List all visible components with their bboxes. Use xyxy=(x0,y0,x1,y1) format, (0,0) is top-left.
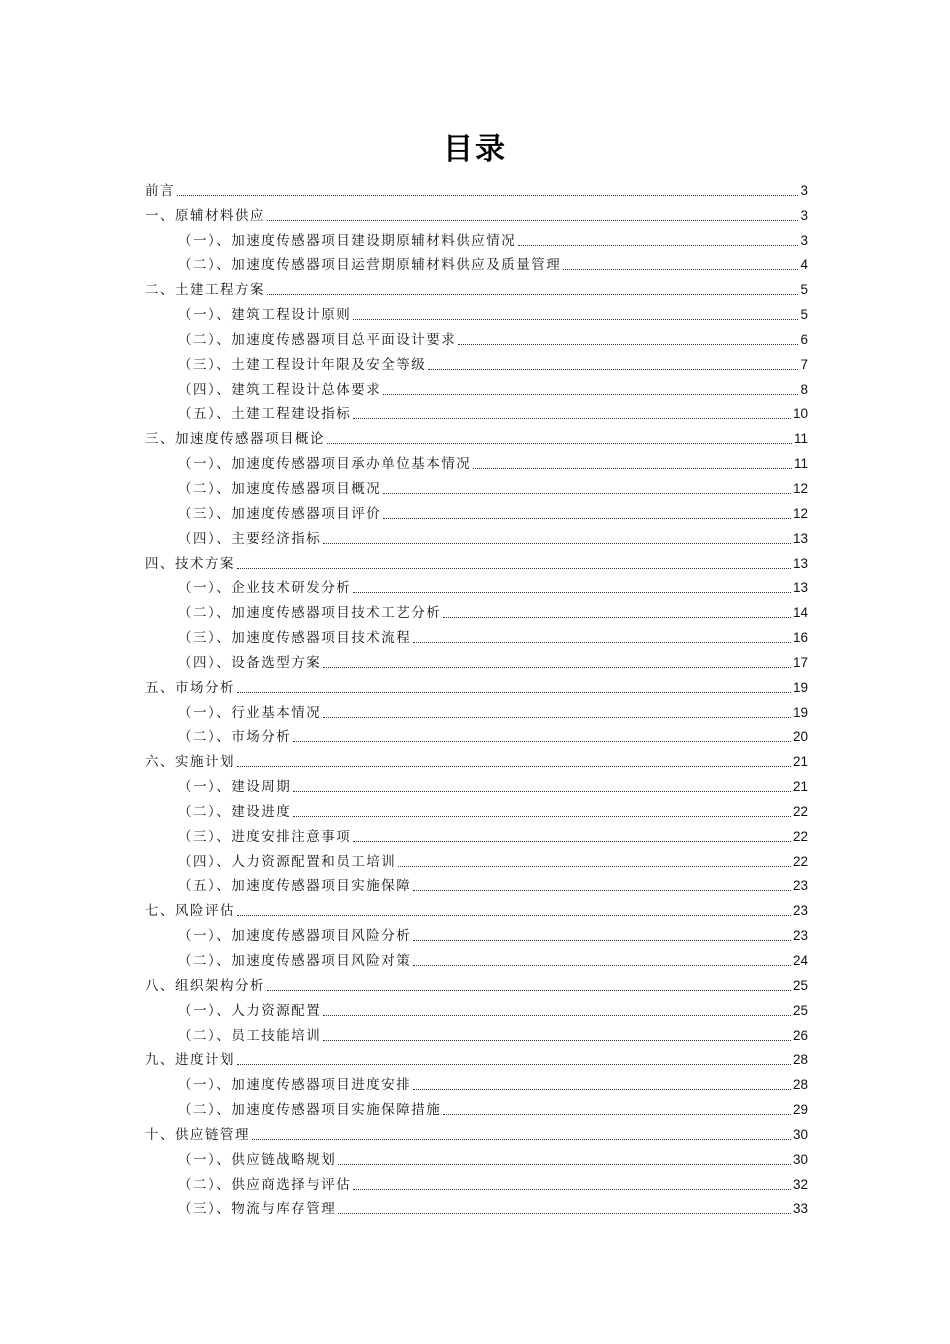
toc-section-entry[interactable] xyxy=(145,647,808,672)
toc-section-entry[interactable] xyxy=(145,1169,808,1194)
toc-chapter-entry[interactable] xyxy=(145,746,808,771)
toc-page-number: 3 xyxy=(800,207,808,223)
toc-dot-leader xyxy=(413,940,791,941)
toc-page-number: 5 xyxy=(800,282,808,298)
toc-dot-leader xyxy=(353,592,791,593)
toc-section-entry[interactable] xyxy=(145,374,808,399)
toc-chapter-entry[interactable] xyxy=(145,548,808,573)
toc-dot-leader xyxy=(413,642,791,643)
toc-dot-leader xyxy=(323,717,791,718)
toc-page-number: 23 xyxy=(792,878,808,894)
toc-dot-leader xyxy=(237,766,791,767)
toc-entry-title: （二）、加速度传感器项目总平面设计要求 xyxy=(178,331,457,348)
toc-section-entry[interactable] xyxy=(145,573,808,598)
toc-dot-leader xyxy=(323,543,791,544)
toc-dot-leader xyxy=(293,791,791,792)
toc-page-number: 13 xyxy=(792,530,808,546)
toc-page-number: 8 xyxy=(800,381,808,397)
toc-dot-leader xyxy=(267,294,798,295)
toc-section-entry[interactable] xyxy=(145,1069,808,1094)
toc-dot-leader xyxy=(383,493,791,494)
toc-entry-title: 二、土建工程方案 xyxy=(145,282,265,299)
toc-chapter-entry[interactable] xyxy=(145,1045,808,1070)
toc-dot-leader xyxy=(237,915,791,916)
toc-entry-title: （三）、加速度传感器项目技术流程 xyxy=(178,630,412,647)
toc-dot-leader xyxy=(267,990,791,991)
toc-entry-title: 五、市场分析 xyxy=(145,679,235,696)
toc-entry-title: （二）、加速度传感器项目技术工艺分析 xyxy=(178,605,442,622)
toc-dot-leader xyxy=(353,841,791,842)
toc-dot-leader xyxy=(237,692,791,693)
toc-section-entry[interactable] xyxy=(145,349,808,374)
toc-section-entry[interactable] xyxy=(145,498,808,523)
toc-page-number: 19 xyxy=(792,704,808,720)
toc-page-number: 30 xyxy=(792,1151,808,1167)
toc-section-entry[interactable] xyxy=(145,299,808,324)
toc-entry-title: （一）、建设周期 xyxy=(178,779,292,796)
toc-dot-leader xyxy=(398,866,791,867)
toc-section-entry[interactable] xyxy=(145,523,808,548)
toc-page-number: 22 xyxy=(792,853,808,869)
toc-dot-leader xyxy=(323,667,791,668)
toc-page-number: 7 xyxy=(800,356,808,372)
toc-dot-leader xyxy=(458,344,798,345)
toc-page-number: 17 xyxy=(792,654,808,670)
toc-section-entry[interactable] xyxy=(145,945,808,970)
toc-section-entry[interactable] xyxy=(145,1094,808,1119)
toc-entry-title: （三）、物流与库存管理 xyxy=(178,1201,337,1218)
toc-page-number: 30 xyxy=(792,1126,808,1142)
toc-page-number: 16 xyxy=(792,630,808,646)
toc-chapter-entry[interactable] xyxy=(145,175,808,200)
toc-page-number: 12 xyxy=(792,505,808,521)
toc-page-number: 4 xyxy=(800,257,808,273)
toc-chapter-entry[interactable] xyxy=(145,672,808,697)
toc-section-entry[interactable] xyxy=(145,796,808,821)
toc-dot-leader xyxy=(413,965,791,966)
toc-dot-leader xyxy=(353,319,798,320)
toc-entry-title: 四、技术方案 xyxy=(145,555,235,572)
toc-section-entry[interactable] xyxy=(145,1144,808,1169)
toc-dot-leader xyxy=(563,269,798,270)
toc-entry-title: （一）、行业基本情况 xyxy=(178,704,322,721)
toc-page-number: 6 xyxy=(800,331,808,347)
toc-page-number: 25 xyxy=(792,977,808,993)
toc-dot-leader xyxy=(353,1189,791,1190)
toc-section-entry[interactable] xyxy=(145,920,808,945)
toc-page-number: 25 xyxy=(792,1002,808,1018)
toc-dot-leader xyxy=(323,1040,791,1041)
toc-chapter-entry[interactable] xyxy=(145,895,808,920)
toc-dot-leader xyxy=(383,518,791,519)
toc-dot-leader xyxy=(177,195,798,196)
toc-entry-title: （二）、供应商选择与评估 xyxy=(178,1176,352,1193)
toc-entry-title: 前言 xyxy=(145,182,175,199)
toc-page-number: 13 xyxy=(792,580,808,596)
toc-dot-leader xyxy=(413,1089,791,1090)
toc-dot-leader xyxy=(443,617,791,618)
toc-entry-title: （一）、供应链战略规划 xyxy=(178,1151,337,1168)
toc-entry-title: （四）、设备选型方案 xyxy=(178,654,322,671)
toc-page-number: 23 xyxy=(792,928,808,944)
toc-page-number: 29 xyxy=(792,1102,808,1118)
toc-page-number: 21 xyxy=(792,754,808,770)
toc-page-number: 10 xyxy=(792,406,808,422)
toc-page-number: 32 xyxy=(792,1176,808,1192)
toc-page-number: 19 xyxy=(792,679,808,695)
toc-entry-title: （一）、加速度传感器项目进度安排 xyxy=(178,1077,412,1094)
toc-entry-title: 十、供应链管理 xyxy=(145,1126,250,1143)
toc-section-entry[interactable] xyxy=(145,1020,808,1045)
toc-page-number: 3 xyxy=(800,182,808,198)
toc-entry-title: （四）、建筑工程设计总体要求 xyxy=(178,381,382,398)
toc-entry-title: （一）、加速度传感器项目建设期原辅材料供应情况 xyxy=(178,232,517,249)
toc-entry-title: （二）、员工技能培训 xyxy=(178,1027,322,1044)
toc-page-number: 26 xyxy=(792,1027,808,1043)
toc-section-entry[interactable] xyxy=(145,722,808,747)
toc-dot-leader xyxy=(252,1139,791,1140)
toc-page-number: 22 xyxy=(792,828,808,844)
toc-page-number: 13 xyxy=(792,555,808,571)
toc-dot-leader xyxy=(518,245,798,246)
toc-entry-title: （四）、人力资源配置和员工培训 xyxy=(178,853,397,870)
toc-entry-title: （二）、建设进度 xyxy=(178,803,292,820)
table-of-contents xyxy=(145,175,808,1218)
toc-entry-title: 九、进度计划 xyxy=(145,1052,235,1069)
toc-entry-title: 一、原辅材料供应 xyxy=(145,207,265,224)
toc-page-number: 33 xyxy=(792,1201,808,1217)
toc-dot-leader xyxy=(237,568,791,569)
toc-chapter-entry[interactable] xyxy=(145,200,808,225)
toc-dot-leader xyxy=(338,1213,791,1214)
toc-chapter-entry[interactable] xyxy=(145,274,808,299)
toc-entry-title: 七、风险评估 xyxy=(145,903,235,920)
toc-entry-title: （一）、人力资源配置 xyxy=(178,1002,322,1019)
toc-page-number: 28 xyxy=(792,1052,808,1068)
toc-entry-title: （一）、加速度传感器项目风险分析 xyxy=(178,928,412,945)
toc-page-number: 22 xyxy=(792,803,808,819)
toc-page-number: 23 xyxy=(792,903,808,919)
toc-entry-title: 八、组织架构分析 xyxy=(145,977,265,994)
toc-section-entry[interactable] xyxy=(145,697,808,722)
toc-section-entry[interactable] xyxy=(145,399,808,424)
toc-page-number: 3 xyxy=(800,232,808,248)
toc-section-entry[interactable] xyxy=(145,1194,808,1219)
toc-entry-title: （一）、建筑工程设计原则 xyxy=(178,307,352,324)
toc-entry-title: 六、实施计划 xyxy=(145,754,235,771)
toc-chapter-entry[interactable] xyxy=(145,423,808,448)
toc-dot-leader xyxy=(473,468,792,469)
toc-page-number: 11 xyxy=(793,456,808,472)
toc-section-entry[interactable] xyxy=(145,771,808,796)
toc-entry-title: （三）、进度安排注意事项 xyxy=(178,828,352,845)
toc-section-entry[interactable] xyxy=(145,448,808,473)
toc-dot-leader xyxy=(383,394,798,395)
toc-dot-leader xyxy=(293,816,791,817)
toc-chapter-entry[interactable] xyxy=(145,1119,808,1144)
toc-dot-leader xyxy=(293,741,791,742)
toc-section-entry[interactable] xyxy=(145,597,808,622)
toc-entry-title: （二）、加速度传感器项目风险对策 xyxy=(178,953,412,969)
toc-page-number: 11 xyxy=(793,431,808,447)
toc-entry-title: （一）、加速度传感器项目承办单位基本情况 xyxy=(178,456,472,473)
toc-entry-title: （三）、土建工程设计年限及安全等级 xyxy=(178,356,427,373)
toc-entry-title: （二）、市场分析 xyxy=(178,729,292,746)
toc-section-entry[interactable] xyxy=(145,622,808,647)
toc-section-entry[interactable] xyxy=(145,846,808,871)
toc-dot-leader xyxy=(338,1164,791,1165)
toc-section-entry[interactable] xyxy=(145,995,808,1020)
toc-section-entry[interactable] xyxy=(145,871,808,896)
toc-page-number: 14 xyxy=(792,605,808,621)
toc-page-number: 5 xyxy=(800,307,808,323)
toc-section-entry[interactable] xyxy=(145,324,808,349)
toc-dot-leader xyxy=(267,220,798,221)
toc-dot-leader xyxy=(413,890,791,891)
toc-entry-title: （五）、加速度传感器项目实施保障 xyxy=(178,878,412,895)
toc-chapter-entry[interactable] xyxy=(145,970,808,995)
toc-dot-leader xyxy=(443,1114,791,1115)
toc-dot-leader xyxy=(323,1015,791,1016)
toc-page-number: 12 xyxy=(792,480,808,496)
toc-entry-title: （二）、加速度传感器项目概况 xyxy=(178,480,382,497)
toc-entry-title: （一）、企业技术研发分析 xyxy=(178,580,352,597)
toc-section-entry[interactable] xyxy=(145,250,808,275)
toc-dot-leader xyxy=(428,369,798,370)
toc-page-number: 28 xyxy=(792,1077,808,1093)
toc-page-number: 20 xyxy=(792,729,808,745)
toc-entry-title: （三）、加速度传感器项目评价 xyxy=(178,505,382,522)
page-title: 目录 xyxy=(443,132,507,167)
toc-section-entry[interactable] xyxy=(145,225,808,250)
toc-entry-title: 三、加速度传感器项目概论 xyxy=(145,431,325,448)
toc-section-entry[interactable] xyxy=(145,473,808,498)
toc-page-number: 21 xyxy=(792,779,808,795)
toc-dot-leader xyxy=(327,443,792,444)
toc-entry-title: （五）、土建工程建设指标 xyxy=(178,406,352,423)
toc-section-entry[interactable] xyxy=(145,821,808,846)
toc-entry-title: （二）、加速度传感器项目实施保障措施 xyxy=(178,1102,442,1119)
toc-dot-leader xyxy=(353,418,791,419)
toc-dot-leader xyxy=(237,1064,791,1065)
toc-entry-title: （二）、加速度传感器项目运营期原辅材料供应及质量管理 xyxy=(178,257,562,274)
toc-page-number: 24 xyxy=(792,953,808,968)
toc-entry-title: （四）、主要经济指标 xyxy=(178,530,322,547)
